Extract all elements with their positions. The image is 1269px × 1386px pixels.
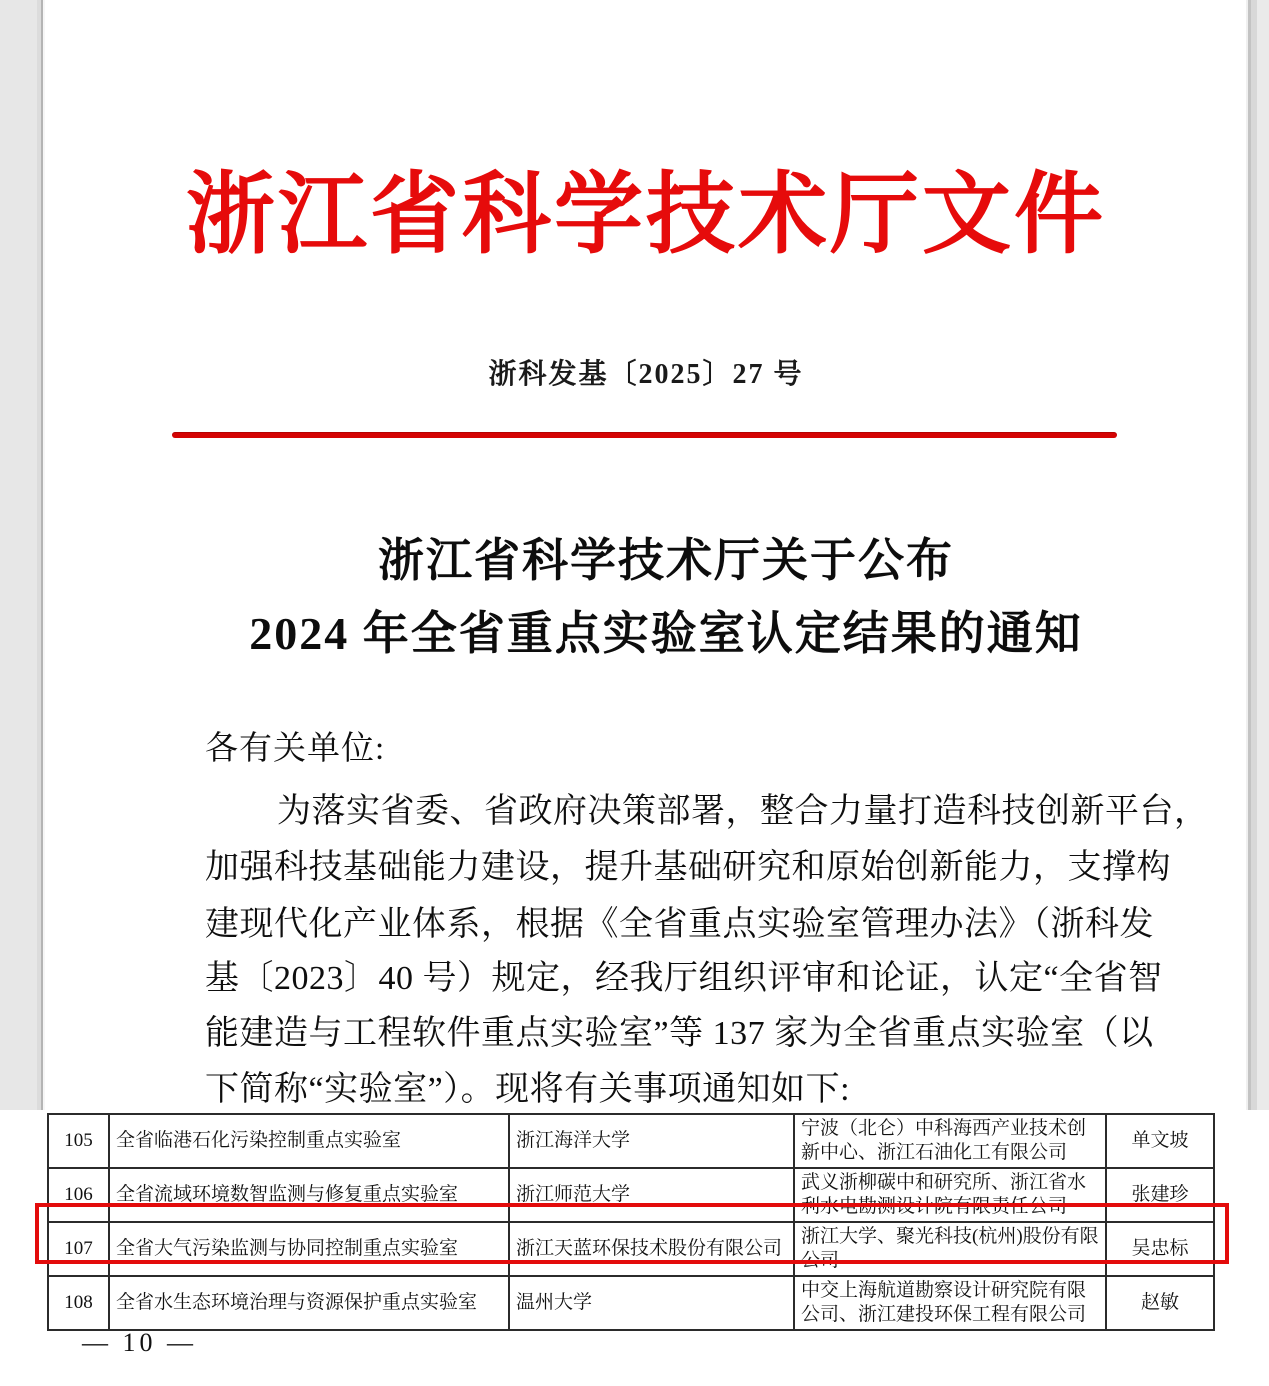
salutation: 各有关单位: xyxy=(205,731,386,767)
lab-name: 全省流域环境数智监测与修复重点实验室 xyxy=(109,1168,509,1222)
notice-title-line2: 2024 年全省重点实验室认定结果的通知 xyxy=(249,608,1083,659)
director-name: 张建珍 xyxy=(1106,1168,1214,1222)
lab-name: 全省临港石化污染控制重点实验室 xyxy=(109,1114,509,1168)
director-name: 赵敏 xyxy=(1106,1276,1214,1330)
table-row-108 xyxy=(48,1276,1214,1330)
page-number: — 10 — xyxy=(82,1328,197,1357)
lab-name: 全省水生态环境治理与资源保护重点实验室 xyxy=(109,1276,509,1330)
photo-left-margin xyxy=(0,0,45,1110)
host-organization: 浙江天蓝环保技术股份有限公司 xyxy=(509,1222,794,1276)
lab-name: 全省大气污染监测与协同控制重点实验室 xyxy=(109,1222,509,1276)
notice-title-line1: 浙江省科学技术厅关于公布 xyxy=(378,535,954,586)
agency-letterhead-title: 浙江省科学技术厅文件 xyxy=(186,167,1106,265)
document-number: 浙科发基〔2025〕27 号 xyxy=(488,359,804,390)
table-row-105 xyxy=(48,1114,1214,1168)
director-name: 单文坡 xyxy=(1106,1114,1214,1168)
body-line-5: 能建造与工程软件重点实验室”等 137 家为全省重点实验室（以 xyxy=(205,1015,1154,1052)
letterhead-red-rule xyxy=(172,432,1117,438)
body-line-1: 为落实省委、省政府决策部署，整合力量打造科技创新平台， xyxy=(277,793,1209,830)
table-row-106 xyxy=(48,1168,1214,1222)
row-number: 105 xyxy=(48,1114,109,1168)
host-organization: 温州大学 xyxy=(509,1276,794,1330)
partner-organizations: 浙江大学、聚光科技(杭州)股份有限公司 xyxy=(794,1222,1106,1276)
partner-organizations: 宁波（北仑）中科海西产业技术创新中心、浙江石油化工有限公司 xyxy=(794,1114,1106,1168)
host-organization: 浙江师范大学 xyxy=(509,1168,794,1222)
body-line-4: 基〔2023〕40 号）规定，经我厅组织评审和论证，认定“全省智 xyxy=(205,960,1163,997)
host-organization: 浙江海洋大学 xyxy=(509,1114,794,1168)
row-number: 107 xyxy=(48,1222,109,1276)
lab-table xyxy=(47,1113,1215,1331)
row-number: 106 xyxy=(48,1168,109,1222)
body-line-6: 下简称“实验室”）。现将有关事项通知如下: xyxy=(205,1071,851,1108)
body-line-2: 加强科技基础能力建设，提升基础研究和原始创新能力，支撑构 xyxy=(205,849,1171,886)
director-name: 吴忠标 xyxy=(1106,1222,1214,1276)
partner-organizations: 武义浙柳碳中和研究所、浙江省水利水电勘测设计院有限责任公司 xyxy=(794,1168,1106,1222)
row-number: 108 xyxy=(48,1276,109,1330)
table-row-107-highlighted xyxy=(48,1222,1214,1276)
body-line-3: 建现代化产业体系，根据《全省重点实验室管理办法》（浙科发 xyxy=(205,906,1154,943)
partner-organizations: 中交上海航道勘察设计研究院有限公司、浙江建投环保工程有限公司 xyxy=(794,1276,1106,1330)
